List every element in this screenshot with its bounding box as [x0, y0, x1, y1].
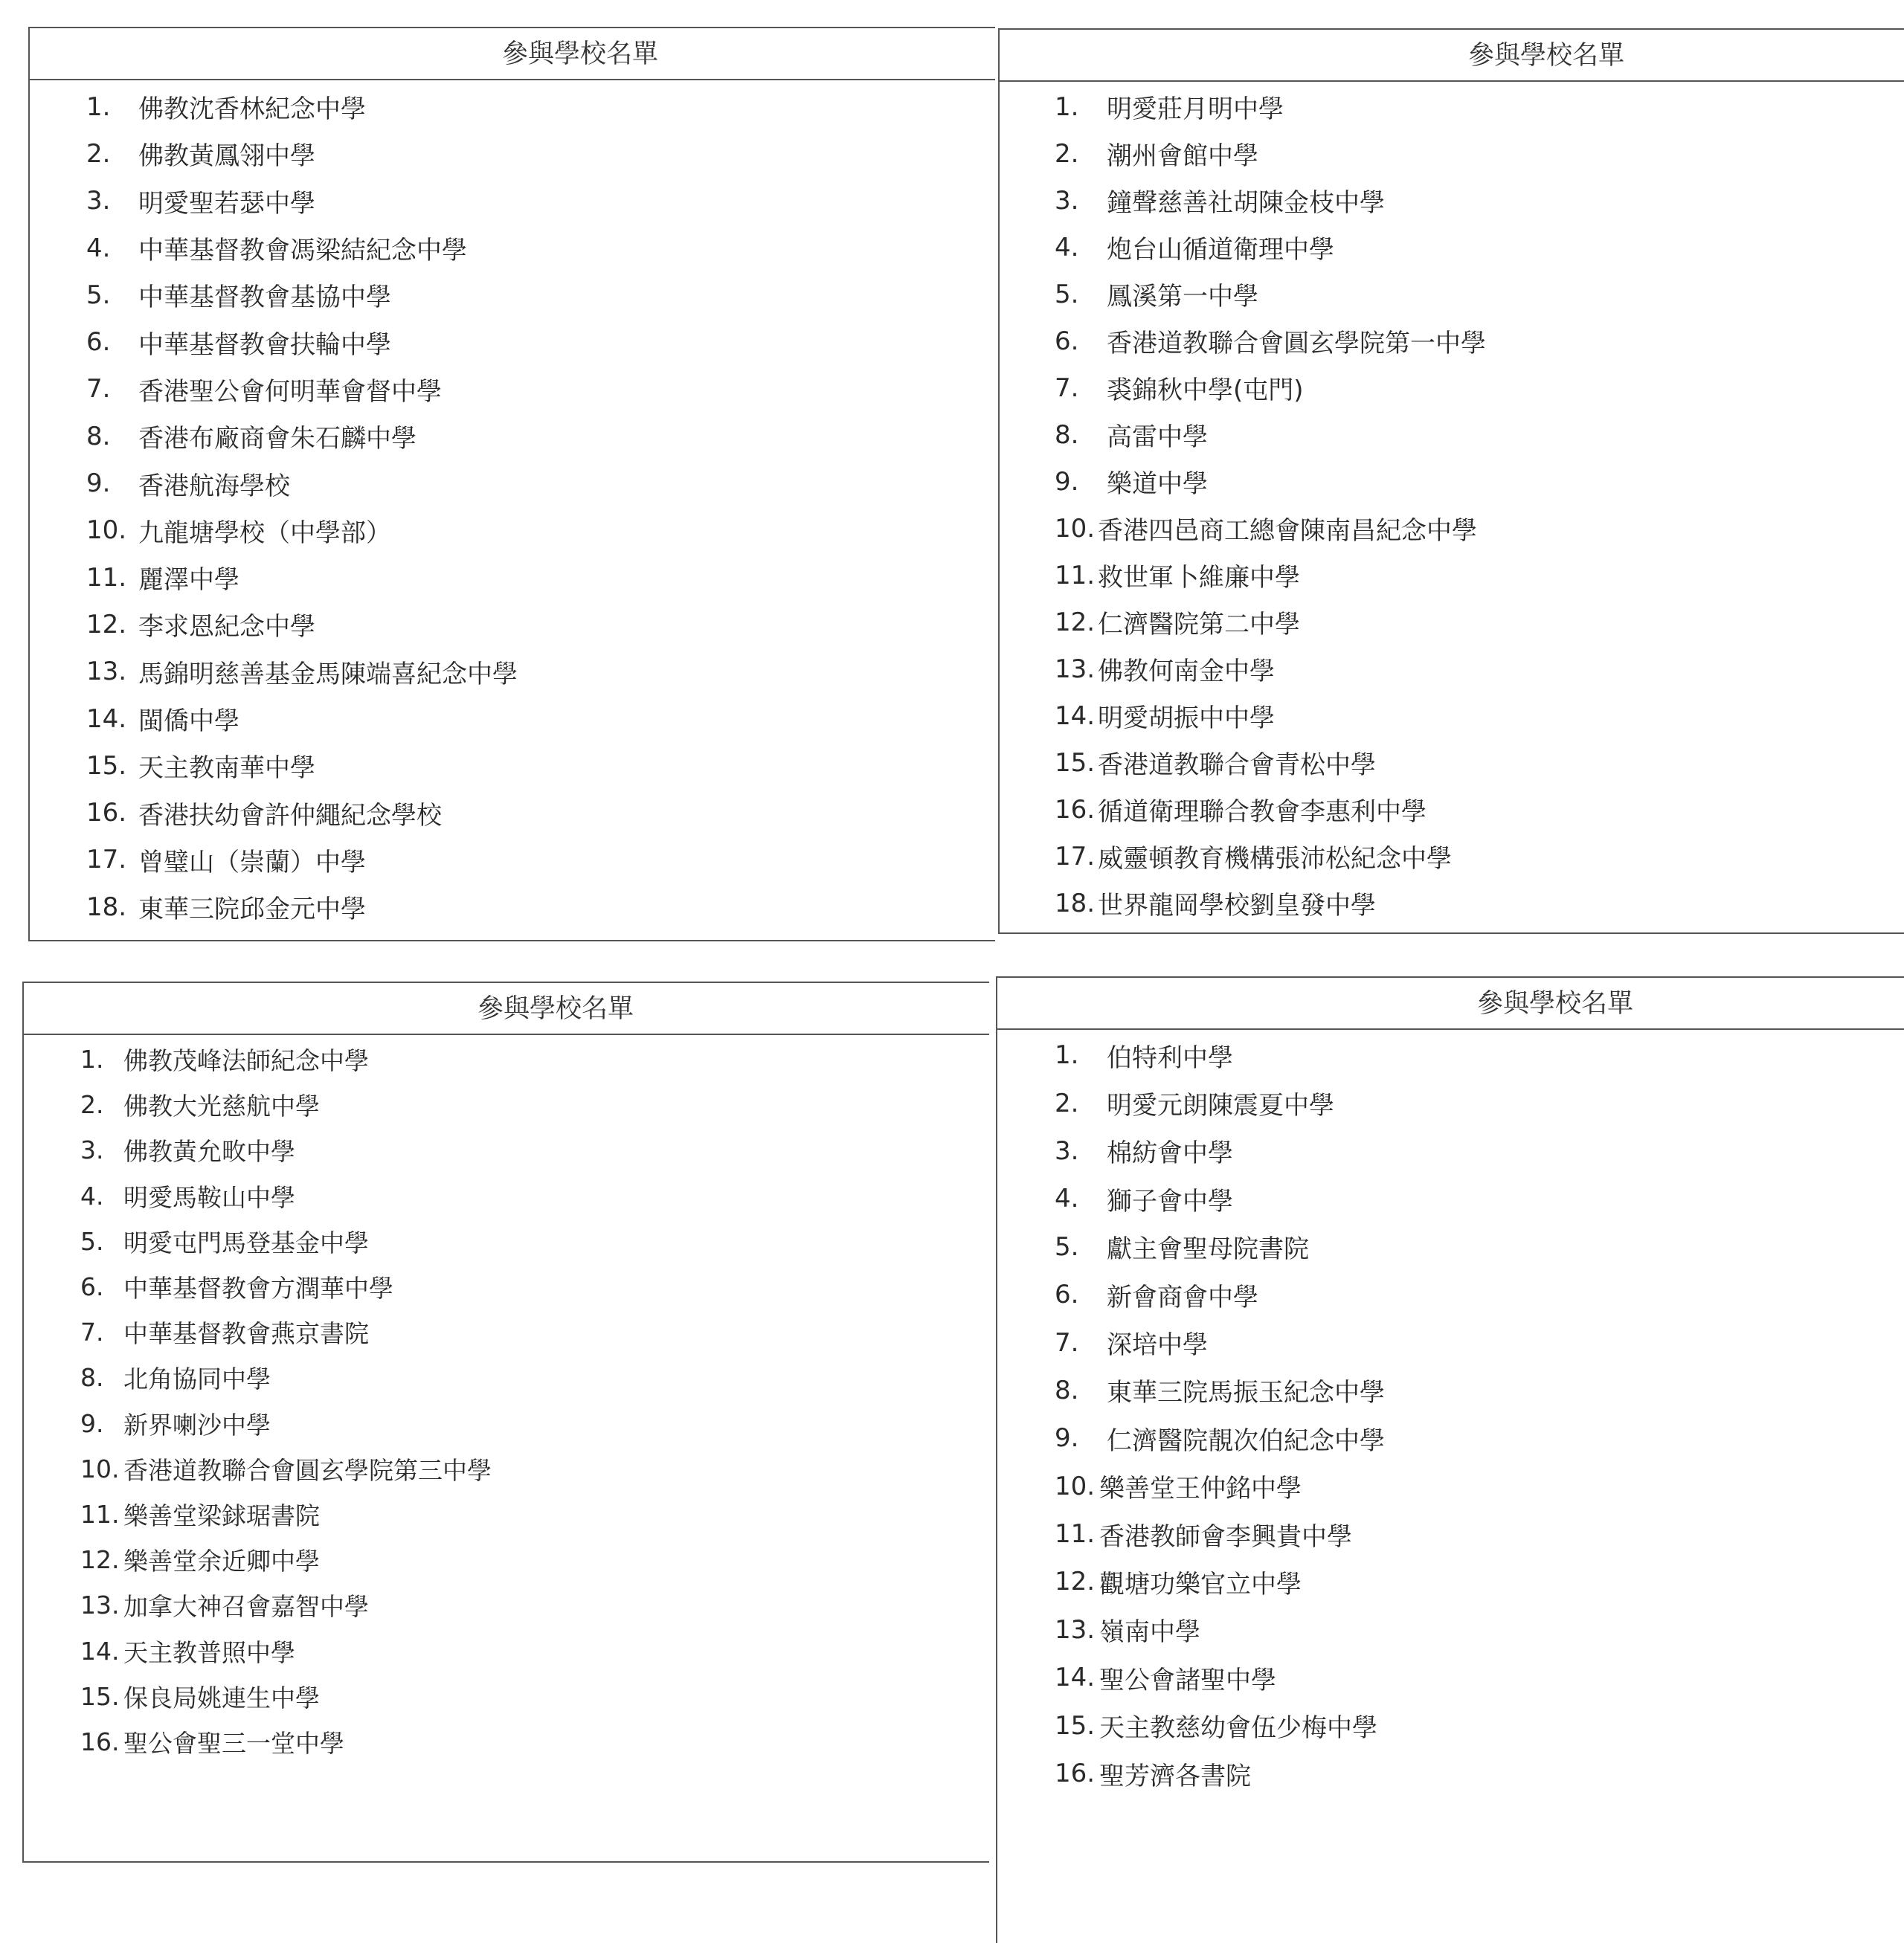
school-number: 14.: [1055, 700, 1096, 731]
school-number: 5.: [1055, 1231, 1079, 1262]
school-name: 北角協同中學: [123, 1364, 271, 1394]
school-list-item: [86, 413, 995, 460]
school-name: 香港布廠商會朱石麟中學: [138, 424, 416, 454]
school-name: 中華基督教會馮梁結紀念中學: [138, 236, 467, 266]
school-list-item: [80, 1537, 989, 1582]
school-number: 1.: [80, 1045, 104, 1074]
school-list-panel-1: [28, 27, 995, 941]
school-number: 2.: [1055, 1088, 1079, 1118]
school-list-item: [1055, 1367, 1904, 1414]
school-list-item: [1055, 1701, 1904, 1749]
school-list-item: [80, 1582, 989, 1628]
school-name: 樂道中學: [1107, 469, 1208, 499]
school-name: 聖芳濟各書院: [1099, 1761, 1251, 1791]
school-list-item: [86, 695, 995, 742]
school-number: 2.: [86, 138, 111, 169]
school-list-item: [86, 837, 995, 883]
school-name: 佛教大光慈航中學: [123, 1092, 320, 1121]
school-list-item: [1055, 364, 1904, 411]
school-number: 2.: [1055, 138, 1079, 169]
school-name: 威靈頓教育機構張沛松紀念中學: [1098, 844, 1452, 874]
school-number: 4.: [1055, 1184, 1079, 1214]
school-list-item: [1055, 83, 1904, 130]
school-number: 6.: [1055, 1280, 1079, 1310]
school-list-item: [1055, 1079, 1904, 1127]
school-number: 11.: [1055, 560, 1096, 590]
school-list-item: [86, 178, 995, 225]
school-list-item: [80, 1082, 989, 1127]
school-name: 香港四邑商工總會陳南昌紀念中學: [1098, 516, 1477, 546]
school-number: 12.: [86, 609, 127, 639]
school-name: 高雷中學: [1107, 422, 1208, 452]
school-name: 樂善堂梁銶琚書院: [123, 1501, 320, 1530]
school-list-item: [80, 1719, 989, 1765]
school-number: 7.: [1055, 373, 1079, 403]
school-name: 馬錦明慈善基金馬陳端喜紀念中學: [138, 659, 518, 689]
school-name: 天主教普照中學: [123, 1637, 295, 1667]
school-list-panel-2: [998, 28, 1904, 934]
school-number: 9.: [80, 1408, 104, 1438]
school-name: 中華基督教會方潤華中學: [123, 1274, 393, 1304]
school-number: 4.: [86, 233, 111, 263]
school-list-item: [86, 648, 995, 695]
school-list-item: [1055, 1175, 1904, 1222]
school-number: 18.: [1055, 888, 1096, 918]
school-list-panel-3: [22, 982, 989, 1863]
school-list-item: [80, 1127, 989, 1173]
school-list-item: [80, 1355, 989, 1400]
school-number: 5.: [86, 280, 111, 310]
school-name: 九龍塘學校（中學部）: [138, 518, 391, 548]
school-number: 16.: [86, 798, 127, 828]
school-list-item: [1055, 224, 1904, 271]
school-number: 8.: [86, 421, 111, 451]
school-name: 循道衛理聯合教會李惠利中學: [1098, 797, 1427, 827]
school-number: 8.: [80, 1363, 104, 1393]
school-number: 14.: [1055, 1663, 1096, 1693]
school-list-item: [1055, 880, 1904, 927]
school-number: 5.: [1055, 279, 1079, 309]
panel-title: 參與學校名單: [30, 28, 995, 80]
school-list-item: [86, 318, 995, 365]
school-name: 救世軍卜維廉中學: [1098, 563, 1300, 593]
school-number: 1.: [1055, 1040, 1079, 1071]
school-number: 17.: [86, 845, 127, 875]
school-list-item: [1055, 458, 1904, 505]
school-list-item: [1055, 318, 1904, 364]
school-number: 12.: [1055, 1567, 1096, 1597]
school-name: 聖公會諸聖中學: [1099, 1665, 1276, 1695]
school-list: [1000, 82, 1904, 927]
school-list-panel-4: [996, 976, 1904, 1943]
school-name: 獅子會中學: [1107, 1186, 1233, 1217]
school-number: 8.: [1055, 1375, 1079, 1405]
school-name: 明愛屯門馬登基金中學: [123, 1228, 369, 1257]
school-list-item: [1055, 1654, 1904, 1701]
school-name: 香港教師會李興貴中學: [1099, 1521, 1352, 1552]
school-number: 7.: [86, 374, 111, 405]
school-name: 獻主會聖母院書院: [1107, 1234, 1309, 1265]
school-list-item: [86, 271, 995, 318]
school-list-item: [86, 460, 995, 506]
school-list-item: [1055, 1031, 1904, 1079]
school-name: 新會商會中學: [1107, 1282, 1258, 1312]
school-list-item: [1055, 505, 1904, 552]
school-name: 明愛莊月明中學: [1107, 94, 1284, 124]
school-list-item: [1055, 1606, 1904, 1654]
school-number: 11.: [80, 1499, 120, 1529]
school-number: 16.: [1055, 1759, 1096, 1789]
school-list-item: [1055, 1750, 1904, 1797]
school-list-item: [1055, 1318, 1904, 1366]
school-name: 深培中學: [1107, 1330, 1208, 1361]
school-name: 鳳溪第一中學: [1107, 282, 1258, 312]
school-list-item: [1055, 599, 1904, 645]
school-list-item: [1055, 1414, 1904, 1462]
school-number: 9.: [86, 468, 111, 499]
school-number: 13.: [1055, 1614, 1096, 1645]
school-number: 10.: [86, 515, 127, 546]
school-list-item: [86, 83, 995, 130]
panel-title: 參與學校名單: [997, 978, 1904, 1030]
school-list-item: [1055, 130, 1904, 177]
school-number: 10.: [1055, 513, 1096, 544]
school-number: 12.: [80, 1545, 120, 1575]
school-list-item: [1055, 411, 1904, 458]
school-name: 香港扶幼會許仲繩紀念學校: [138, 800, 442, 831]
school-list-item: [1055, 1127, 1904, 1175]
school-name: 李求恩紀念中學: [138, 612, 315, 642]
school-name: 觀塘功樂官立中學: [1099, 1569, 1302, 1599]
school-list-item: [86, 507, 995, 554]
school-number: 15.: [86, 750, 127, 781]
school-number: 6.: [86, 327, 111, 358]
school-number: 12.: [1055, 607, 1096, 637]
school-number: 9.: [1055, 466, 1079, 497]
school-number: 18.: [86, 892, 127, 922]
school-list-item: [80, 1401, 989, 1446]
school-number: 1.: [1055, 91, 1079, 122]
panel-title: 參與學校名單: [24, 983, 989, 1035]
school-list-item: [80, 1446, 989, 1492]
school-list-item: [1055, 177, 1904, 224]
school-number: 14.: [80, 1636, 120, 1666]
school-number: 2.: [80, 1090, 104, 1120]
school-number: 16.: [1055, 794, 1096, 825]
school-name: 曾璧山（崇蘭）中學: [138, 847, 366, 877]
school-list-item: [1055, 692, 1904, 739]
school-number: 6.: [1055, 326, 1079, 356]
school-name: 仁濟醫院靚次伯紀念中學: [1107, 1425, 1385, 1456]
school-name: 麗澤中學: [138, 565, 239, 596]
school-name: 香港道教聯合會圓玄學院第一中學: [1107, 329, 1486, 358]
school-name: 保良局姚連生中學: [123, 1683, 320, 1712]
school-name: 佛教何南金中學: [1098, 657, 1275, 686]
school-list-item: [80, 1219, 989, 1264]
school-number: 17.: [1055, 841, 1096, 871]
school-list-item: [1055, 552, 1904, 599]
school-list-item: [86, 789, 995, 836]
school-list-item: [86, 130, 995, 177]
school-name: 香港道教聯合會青松中學: [1098, 750, 1376, 780]
school-name: 東華三院邱金元中學: [138, 895, 366, 925]
school-number: 6.: [80, 1272, 104, 1302]
school-name: 佛教黃鳳翎中學: [138, 141, 315, 172]
school-number: 1.: [86, 91, 111, 122]
school-list: [30, 80, 995, 930]
school-list-item: [1055, 1271, 1904, 1318]
school-name: 樂善堂王仲銘中學: [1099, 1474, 1302, 1504]
school-name: 伯特利中學: [1107, 1043, 1233, 1073]
school-list-item: [80, 1264, 989, 1309]
school-name: 炮台山循道衛理中學: [1107, 235, 1334, 265]
school-name: 天主教南華中學: [138, 753, 315, 784]
school-name: 中華基督教會扶輪中學: [138, 329, 391, 360]
school-name: 香港道教聯合會圓玄學院第三中學: [123, 1455, 492, 1485]
school-name: 中華基督教會燕京書院: [123, 1319, 369, 1349]
school-number: 3.: [1055, 1135, 1079, 1166]
school-name: 潮州會館中學: [1107, 141, 1258, 171]
school-list-item: [86, 883, 995, 930]
school-list-item: [86, 225, 995, 271]
school-list-item: [80, 1037, 989, 1082]
school-list-item: [1055, 1463, 1904, 1510]
school-name: 佛教沈香林紀念中學: [138, 94, 366, 125]
panel-title: 參與學校名單: [1000, 30, 1904, 82]
school-list-item: [1055, 833, 1904, 880]
school-number: 3.: [80, 1135, 104, 1165]
school-name: 世界龍岡學校劉皇發中學: [1098, 891, 1376, 921]
school-name: 明愛胡振中中學: [1098, 703, 1275, 733]
school-number: 7.: [1055, 1327, 1079, 1358]
school-number: 11.: [1055, 1519, 1096, 1550]
school-number: 15.: [1055, 747, 1096, 778]
school-number: 15.: [80, 1681, 120, 1711]
school-name: 明愛聖若瑟中學: [138, 188, 315, 219]
school-list: [997, 1030, 1904, 1797]
school-name: 裘錦秋中學(屯門): [1107, 376, 1304, 405]
school-name: 仁濟醫院第二中學: [1098, 610, 1300, 639]
school-list-item: [86, 554, 995, 601]
school-number: 13.: [1055, 654, 1096, 684]
school-number: 16.: [80, 1727, 120, 1756]
school-name: 香港聖公會何明華會督中學: [138, 376, 442, 407]
school-name: 棉紡會中學: [1107, 1138, 1233, 1169]
school-number: 5.: [80, 1226, 104, 1256]
school-list-item: [80, 1628, 989, 1673]
school-name: 聖公會聖三一堂中學: [123, 1728, 344, 1758]
school-number: 9.: [1055, 1423, 1079, 1454]
school-list-item: [80, 1674, 989, 1719]
school-list-item: [1055, 1510, 1904, 1558]
school-name: 加拿大神召會嘉智中學: [123, 1592, 369, 1622]
school-name: 香港航海學校: [138, 471, 290, 501]
school-name: 明愛馬鞍山中學: [123, 1182, 295, 1212]
school-list-item: [86, 601, 995, 648]
school-list-item: [1055, 1558, 1904, 1605]
school-number: 7.: [80, 1318, 104, 1347]
school-number: 13.: [80, 1591, 120, 1620]
school-number: 13.: [86, 657, 127, 687]
school-name: 佛教黃允畋中學: [123, 1137, 295, 1167]
school-list-item: [1055, 271, 1904, 318]
school-number: 3.: [86, 186, 111, 216]
school-list-item: [86, 742, 995, 789]
school-name: 中華基督教會基協中學: [138, 283, 391, 313]
school-list-item: [80, 1309, 989, 1355]
school-name: 天主教慈幼會伍少梅中學: [1099, 1713, 1377, 1744]
school-number: 14.: [86, 703, 127, 734]
school-list: [24, 1035, 989, 1765]
school-name: 佛教茂峰法師紀念中學: [123, 1046, 369, 1076]
school-number: 10.: [1055, 1471, 1096, 1501]
school-name: 樂善堂余近卿中學: [123, 1547, 320, 1576]
school-list-item: [80, 1173, 989, 1219]
school-list-item: [1055, 786, 1904, 833]
school-name: 新界喇沙中學: [123, 1410, 271, 1440]
school-name: 閩僑中學: [138, 706, 239, 736]
school-name: 鐘聲慈善社胡陳金枝中學: [1107, 188, 1385, 218]
school-list-item: [1055, 739, 1904, 786]
school-number: 11.: [86, 562, 127, 593]
school-name: 嶺南中學: [1099, 1617, 1200, 1648]
school-number: 8.: [1055, 419, 1079, 450]
school-number: 4.: [80, 1181, 104, 1211]
school-number: 15.: [1055, 1710, 1096, 1741]
school-list-item: [1055, 645, 1904, 692]
school-number: 3.: [1055, 185, 1079, 216]
school-list-item: [1055, 1223, 1904, 1271]
school-number: 4.: [1055, 232, 1079, 262]
school-number: 10.: [80, 1454, 120, 1483]
school-list-item: [80, 1492, 989, 1537]
school-list-item: [86, 366, 995, 413]
school-name: 明愛元朗陳震夏中學: [1107, 1091, 1334, 1121]
school-name: 東華三院馬振玉紀念中學: [1107, 1378, 1385, 1408]
